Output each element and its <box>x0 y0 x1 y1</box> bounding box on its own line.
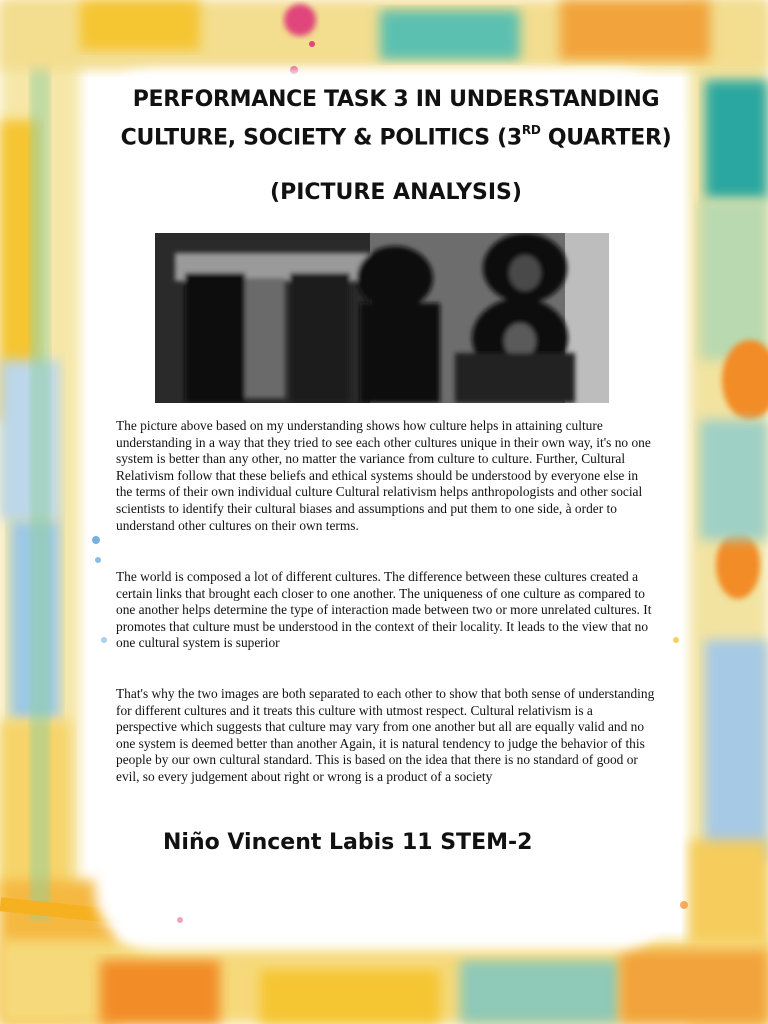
document-title-line-1: PERFORMANCE TASK 3 IN UNDERSTANDING <box>132 87 660 112</box>
author-name: Niño Vincent Labis 11 STEM-2 <box>163 830 533 855</box>
paragraph-2: The world is composed a lot of different cultures. The difference between these cultures created a certain links that brought each closer to one another. The uniqueness of one culture as compared to one another helps determine the type of interaction made between two or more unrelated cultures. It promotes that culture must be understood in the context of their locality. It leads to the view that no one cultural system is superior <box>116 569 652 651</box>
document-title-line-2 <box>96 115 696 155</box>
historical-group-photo <box>155 233 609 403</box>
paragraph-1: The picture above based on my understanding shows how culture helps in attaining culture understanding in a way that they tried to see each other cultures unique in their own way, it's no one system is better than any other, no matter the variance from culture to culture. Further, Cultural Relativism follow that these beliefs and ethical systems should be understood by everyone else in the terms of their own individual culture Cultural relativism helps anthropologists and other social scientists to identify their cultural biases and assumptions and put them to one side, à order to understand other cultures on their own terms. <box>116 418 651 533</box>
document-subtitle: (PICTURE ANALYSIS) <box>270 180 522 205</box>
title-line-2-text: CULTURE, SOCIETY & POLITICS (3 <box>120 125 522 151</box>
title-superscript: RD <box>521 123 541 137</box>
title-line-2-end: QUARTER) <box>540 125 672 151</box>
paragraph-3: That's why the two images are both separated to each other to show that both sense of understanding for different cultures and it treats this culture with utmost respect. Cultural relativism is a perspective which suggests that culture may vary from one another but all are equally valid and no one system is deemed better than another Again, it is natural tendency to judge the behavior of this people by our own cultural standard. This is based on the idea that there is no standard of good or evil, so every judgement about right or wrong is a product of a society <box>116 686 655 784</box>
